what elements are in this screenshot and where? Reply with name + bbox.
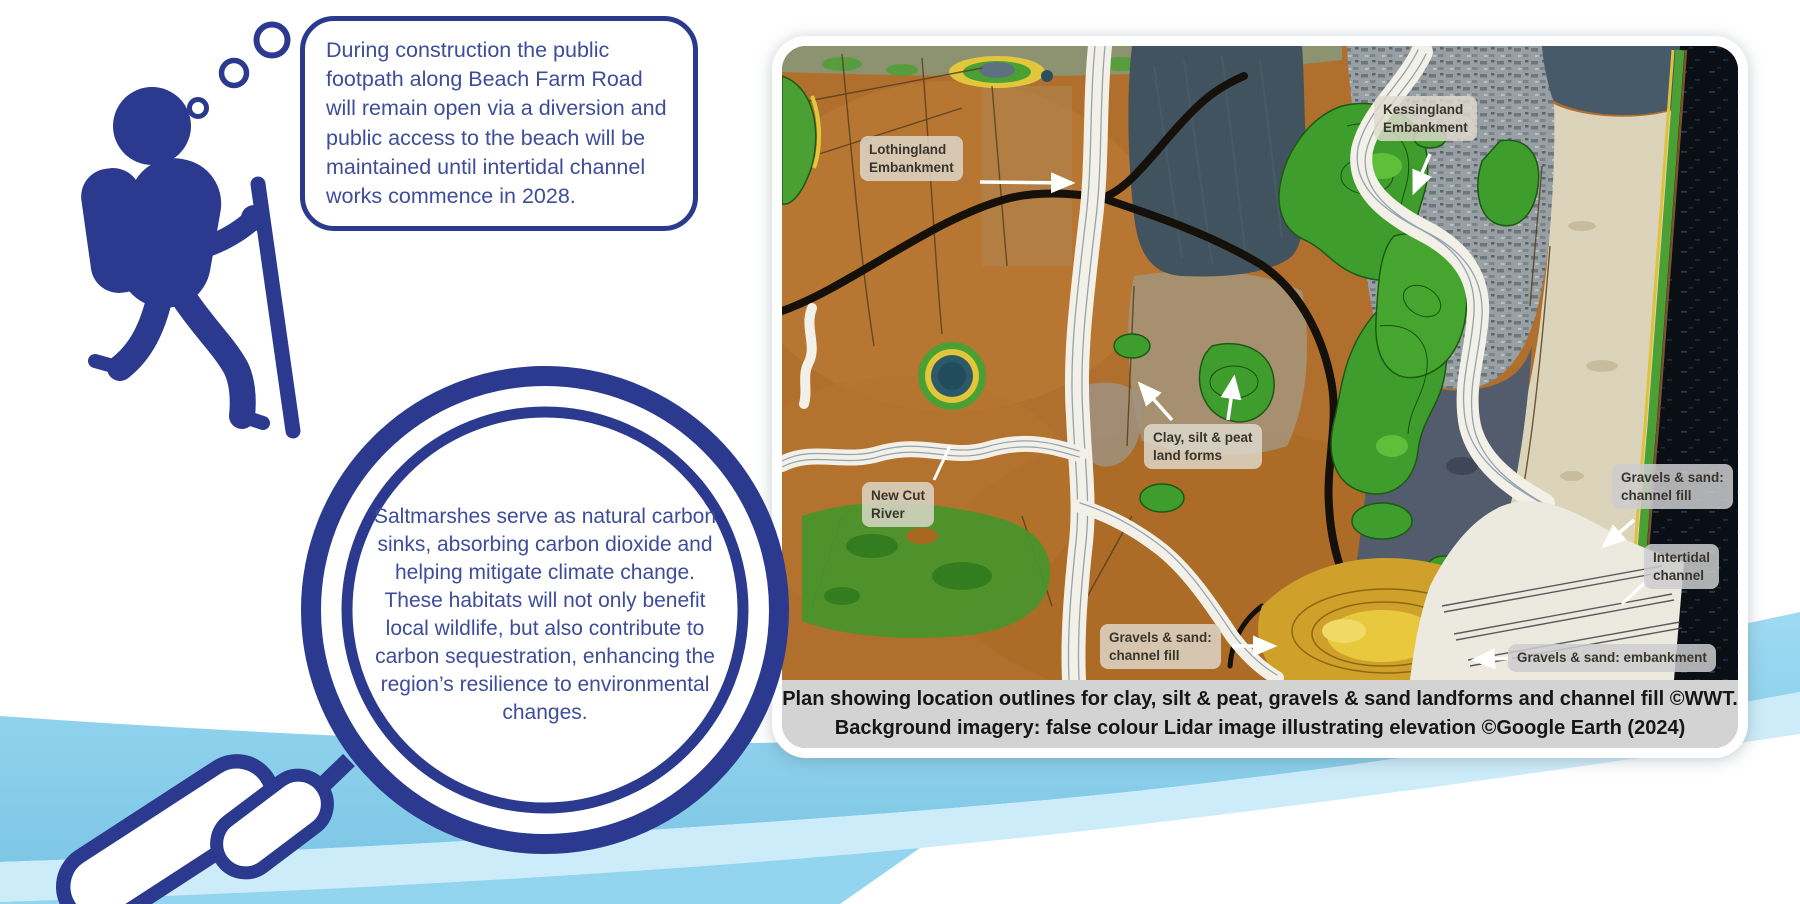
label-line: Gravels & sand: embankment [1517,650,1707,665]
label-line: New Cut [871,488,925,503]
thought-dot-small-icon [190,100,207,117]
label-line: Lothingland [869,142,947,157]
map-caption-line1: Plan showing location outlines for clay, silt & peat, gravels & sand landforms and channel fill ©WWT. [782,688,1738,710]
gravels-right-arrow [1604,520,1634,546]
map-panel [772,36,1748,758]
thought-bubble [300,16,698,231]
map-label-gravels-embankment [1508,644,1716,672]
map-caption [782,680,1738,748]
thought-dot-large-icon [257,25,288,56]
label-line: Embankment [1383,119,1468,135]
label-line: Intertidal [1653,550,1711,565]
map-label-intertidal-channel [1644,544,1719,589]
label-line: channel [1653,567,1705,583]
label-line: Gravels & sand: [1109,630,1212,645]
lidar-map [782,46,1738,680]
label-line: Kessingland [1383,102,1464,117]
label-line: channel fill [1621,487,1692,503]
new-cut-leader-line [934,446,950,480]
label-line: River [871,505,905,521]
thought-bubble-text: During construction the public footpath along Beach Farm Road will remain open via a diversion and public access to the beach will be maintained until intertidal channel works commence in 2028. [326,38,667,209]
label-line: Clay, silt & peat [1153,430,1253,445]
map-label-new-cut-river [862,482,934,527]
map-frame [782,46,1738,748]
magnifier-text-content: Saltmarshes serve as natural carbon sinks, absorbing carbon dioxide and helping mitigate climate change. These habitats will not only benefit local wildlife, but also contribute to carbon sequestration, enhancing the region’s resilience to environmental changes. [374,505,716,724]
clay-arrow-left [1140,384,1172,420]
map-label-clay-silt-peat [1144,424,1262,469]
map-label-gravels-channel-fill-right [1612,464,1733,509]
lothingland-arrow [980,182,1072,183]
label-line: channel fill [1109,647,1180,663]
map-label-lothingland-embankment [860,136,963,181]
thought-dot-medium-icon [222,61,247,86]
clay-arrow-right [1228,378,1234,420]
map-label-gravels-channel-fill-bottom [1100,624,1221,669]
label-line: Gravels & sand: [1621,470,1724,485]
gravels-embankment-arrow [1474,658,1512,660]
kessingland-arrow [1414,154,1430,192]
label-line: Embankment [869,159,954,175]
magnifier-text [365,470,725,760]
map-label-kessingland-embankment [1374,96,1477,141]
map-caption-line2: Background imagery: false colour Lidar image illustrating elevation ©Google Earth (2024) [834,717,1686,739]
label-line: land forms [1153,447,1223,463]
